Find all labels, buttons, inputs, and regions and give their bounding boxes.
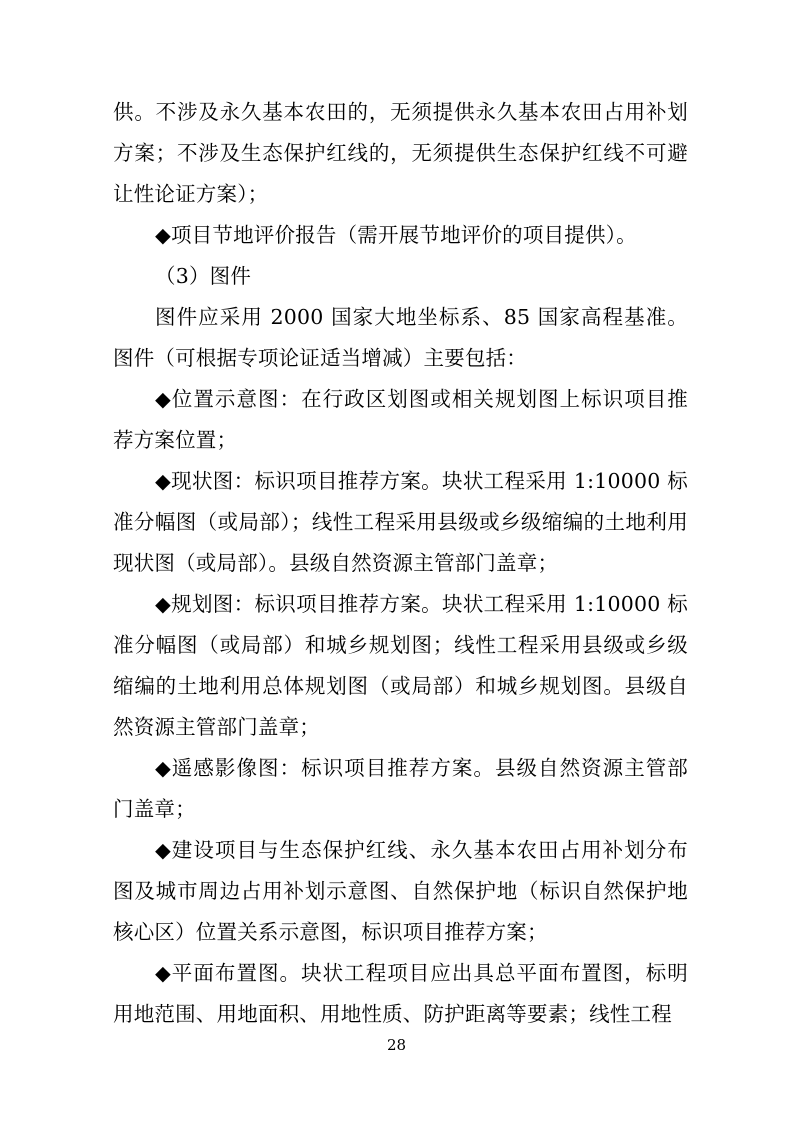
page-number: 28	[386, 1036, 407, 1054]
paragraph-2: ◆项目节地评价报告（需开展节地评价的项目提供）。	[155, 223, 637, 247]
paragraph-6: ◆现状图：标识项目推荐方案。块状工程采用 1:10000 标准分幅图（或局部）；线性工程采用县级或乡级缩编的土地利用现状图（或局部）。县级自然资源主管部门盖章；	[113, 469, 688, 575]
paragraph-1: 供。不涉及永久基本农田的，无须提供永久基本农田占用补划方案；不涉及生态保护红线的，无须提供生态保护红线不可避让性论证方案）；	[113, 100, 688, 206]
paragraph-5: ◆位置示意图：在行政区划图或相关规划图上标识项目推荐方案位置；	[113, 387, 688, 452]
paragraph-3: （3）图件	[155, 264, 252, 288]
paragraph-9: ◆建设项目与生态保护红线、永久基本农田占用补划分布图及城市周边占用补划示意图、自然保护地（标识自然保护地核心区）位置关系示意图，标识项目推荐方案；	[113, 838, 688, 944]
paragraph-4: 图件应采用 2000 国家大地坐标系、85 国家高程基准。图件（可根据专项论证适当增减）主要包括：	[113, 305, 688, 370]
paragraph-8: ◆遥感影像图：标识项目推荐方案。县级自然资源主管部门盖章；	[113, 756, 688, 821]
paragraph-10: ◆平面布置图。块状工程项目应出具总平面布置图，标明用地范围、用地面积、用地性质、防护距离等要素；线性工程	[113, 961, 688, 1026]
paragraph-7: ◆规划图：标识项目推荐方案。块状工程采用 1:10000 标准分幅图（或局部）和城乡规划图；线性工程采用县级或乡级缩编的土地利用总体规划图（或局部）和城乡规划图。县级自然资源主管部门盖章；	[113, 592, 688, 739]
document-body	[113, 92, 688, 1035]
